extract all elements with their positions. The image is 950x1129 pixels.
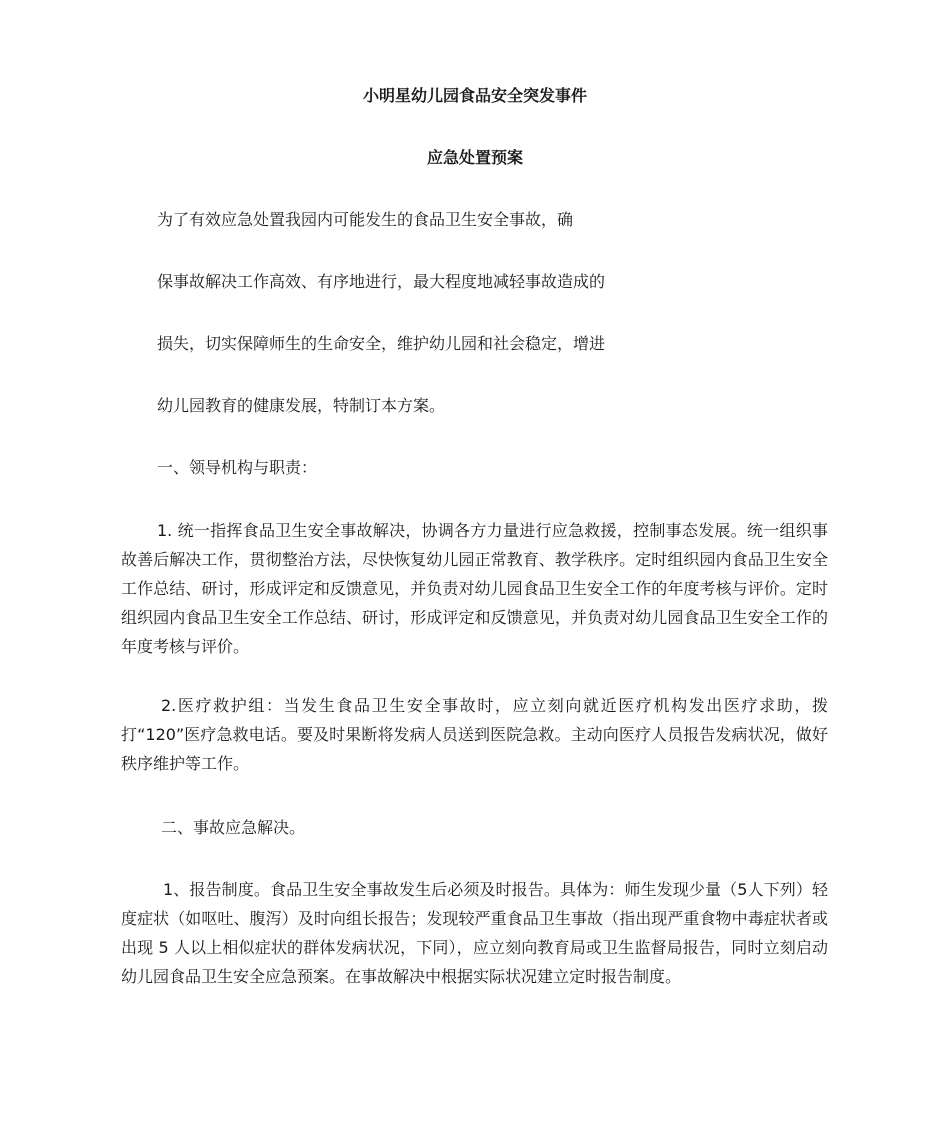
intro-line-4: 幼儿园教育的健康发展，特制订本方案。	[157, 396, 446, 415]
section1-heading: 一、领导机构与职责：	[157, 458, 318, 477]
intro-line-3: 损失，切实保障师生的生命安全，维护幼儿园和社会稳定，增进	[157, 334, 606, 353]
intro-line-2: 保事故解决工作高效、有序地进行，最大程度地减轻事故造成的	[157, 272, 606, 291]
section2-item1-paragraph: 1、报告制度。食品卫生安全事故发生后必须及时报告。具体为：师生发现少量（5人下列）轻度症状（如呕吐、腹泻）及时向组长报告；发现较严重食品卫生事故（指出现严重食物中毒症状者或出现 5 人以上相似症状的群体发病状况，下同），应立刻向教育局或卫生监督局报告，同时立刻启动幼儿园食品卫生安全应急预案。在事故解决中根据实际状况建立定时报告制度。	[121, 880, 828, 986]
document-title-line2: 应急处置预案	[426, 148, 523, 167]
section2-heading: 二、事故应急解决。	[161, 818, 306, 837]
document-title-line1: 小明星幼儿园食品安全突发事件	[362, 86, 587, 105]
section1-item2-paragraph: 2.医疗救护组：当发生食品卫生安全事故时，应立刻向就近医疗机构发出医疗求助，拨打“120”医疗急救电话。要及时果断将发病人员送到医院急救。主动向医疗人员报告发病状况，做好秩序维护等工作。	[121, 696, 828, 773]
intro-line-1: 为了有效应急处置我园内可能发生的食品卫生安全事故，确	[157, 210, 574, 229]
section1-item1-paragraph: 1. 统一指挥食品卫生安全事故解决，协调各方力量进行应急救援，控制事态发展。统一组织事故善后解决工作，贯彻整治方法，尽快恢复幼儿园正常教育、教学秩序。定时组织园内食品卫生安全工作总结、研讨，形成评定和反馈意见，并负责对幼儿园食品卫生安全工作的年度考核与评价。定时组织园内食品卫生安全工作总结、研讨，形成评定和反馈意见，并负责对幼儿园食品卫生安全工作的年度考核与评价。	[121, 521, 828, 656]
